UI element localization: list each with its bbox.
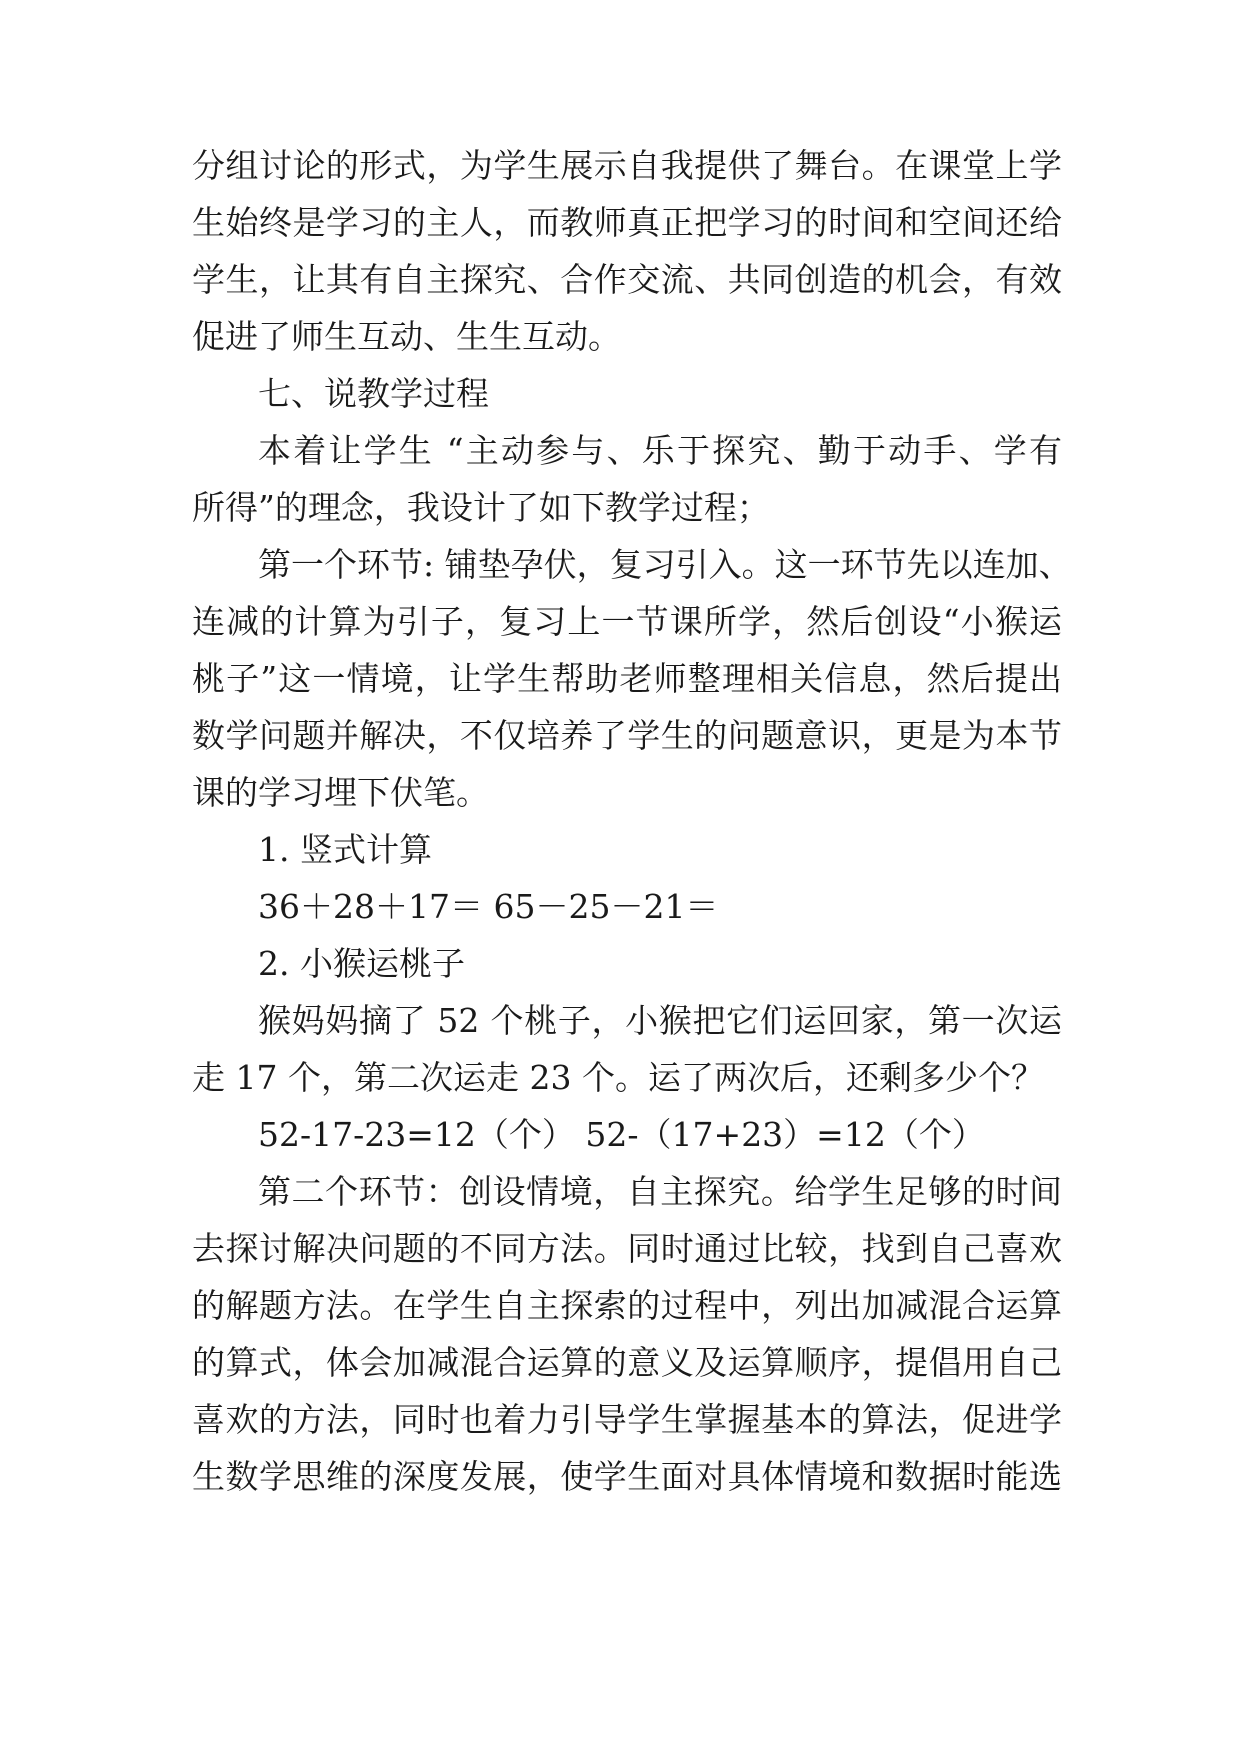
paragraph-line: 所得”的理念，我设计了如下教学过程； xyxy=(192,488,770,527)
formula-line: 52-17-23=12（个） 52-（17+23）=12（个） xyxy=(258,1115,985,1154)
section-heading: 七、说教学过程 xyxy=(258,374,489,413)
paragraph-line: 数学问题并解决，不仅培养了学生的问题意识，更是为本节 xyxy=(192,716,1062,755)
paragraph-line: 本着让学生 “主动参与、乐于探究、勤于动手、学有 xyxy=(258,431,1062,470)
paragraph-line: 第一个环节: 铺垫孕伏，复习引入。这一环节先以连加、 xyxy=(258,545,1072,584)
paragraph-line: 第二个环节：创设情境，自主探究。给学生足够的时间 xyxy=(258,1172,1062,1211)
paragraph-line: 喜欢的方法，同时也着力引导学生掌握基本的算法，促进学 xyxy=(192,1400,1062,1439)
paragraph-line: 的解题方法。在学生自主探索的过程中，列出加减混合运算 xyxy=(192,1286,1062,1325)
paragraph-line: 的算式，体会加减混合运算的意义及运算顺序，提倡用自己 xyxy=(192,1343,1062,1382)
paragraph-line: 课的学习埋下伏笔。 xyxy=(192,773,489,812)
paragraph-line: 生始终是学习的主人，而教师真正把学习的时间和空间还给 xyxy=(192,203,1062,242)
paragraph-line: 学生，让其有自主探究、合作交流、共同创造的机会，有效 xyxy=(192,260,1062,299)
paragraph-line: 生数学思维的深度发展，使学生面对具体情境和数据时能选 xyxy=(192,1457,1062,1496)
paragraph-line: 促进了师生互动、生生互动。 xyxy=(192,317,621,356)
formula-line: 36＋28＋17＝ 65－25－21＝ xyxy=(258,887,719,926)
paragraph-line: 走 17 个，第二次运走 23 个。运了两次后，还剩多少个？ xyxy=(192,1058,1044,1097)
paragraph-line: 猴妈妈摘了 52 个桃子，小猴把它们运回家，第一次运 xyxy=(258,1001,1062,1040)
paragraph-line: 连减的计算为引子，复习上一节课所学，然后创设“小猴运 xyxy=(192,602,1062,641)
paragraph-line: 去探讨解决问题的不同方法。同时通过比较，找到自己喜欢 xyxy=(192,1229,1062,1268)
paragraph-line: 分组讨论的形式，为学生展示自我提供了舞台。在课堂上学 xyxy=(192,146,1062,185)
list-item: 1. 竖式计算 xyxy=(258,830,432,869)
paragraph-line: 桃子”这一情境，让学生帮助老师整理相关信息，然后提出 xyxy=(192,659,1062,698)
list-item: 2. 小猴运桃子 xyxy=(258,944,465,983)
